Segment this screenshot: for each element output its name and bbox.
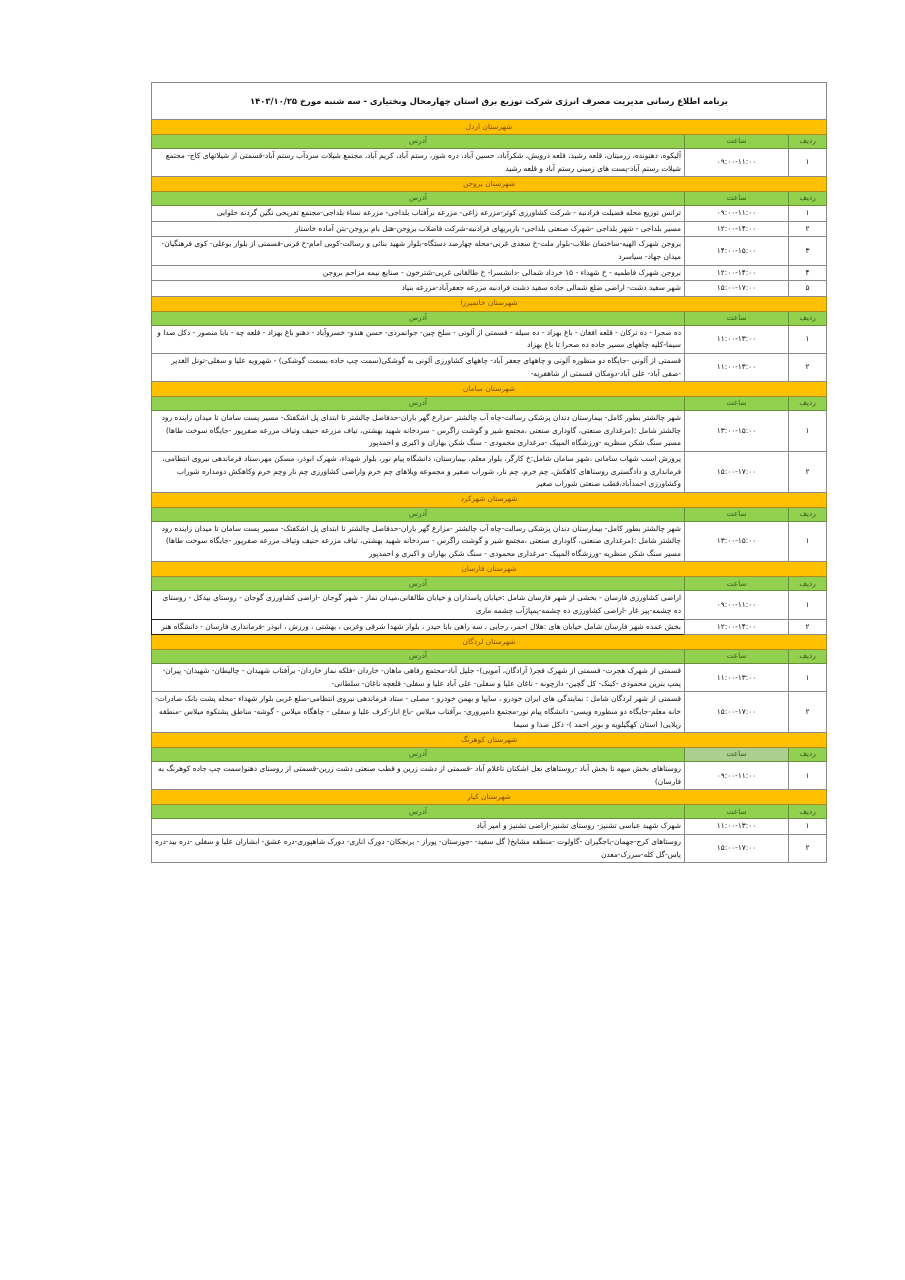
time-range: ۱۲:۰۰-۱۴:۰۰ bbox=[685, 221, 789, 237]
row-number: ۱ bbox=[789, 149, 827, 177]
column-header-row bbox=[152, 192, 827, 206]
table-row bbox=[152, 664, 827, 692]
table-row bbox=[152, 206, 827, 222]
column-header-time: ساعت bbox=[685, 650, 789, 664]
county-name: شهرستان کیار bbox=[152, 790, 827, 805]
column-header-time: ساعت bbox=[685, 507, 789, 521]
column-header-address: آدرس bbox=[152, 397, 685, 411]
column-header-radif: ردیف bbox=[789, 748, 827, 762]
column-header-address: آدرس bbox=[152, 577, 685, 591]
column-header-time: ساعت bbox=[685, 311, 789, 325]
document-title: برنامه اطلاع رسانی مدیریت مصرف انرژی شرکت توزیع برق استان چهارمحال وبختیاری - سه شنبه مورخ ۱۴۰۳/۱۰/۲۵ bbox=[152, 83, 827, 120]
row-number: ۱ bbox=[789, 411, 827, 452]
county-header-row bbox=[152, 177, 827, 192]
time-range: ۱۱:۰۰-۱۳:۰۰ bbox=[685, 353, 789, 381]
row-number: ۲ bbox=[789, 353, 827, 381]
table-row bbox=[152, 819, 827, 835]
time-range: ۱۵:۰۰-۱۷:۰۰ bbox=[685, 692, 789, 733]
row-number: ۲ bbox=[789, 692, 827, 733]
column-header-radif: ردیف bbox=[789, 507, 827, 521]
county-name: شهرستان بروجن bbox=[152, 177, 827, 192]
time-range: ۱۱:۰۰-۱۳:۰۰ bbox=[685, 819, 789, 835]
table-row bbox=[152, 521, 827, 562]
county-header-row bbox=[152, 492, 827, 507]
title-row bbox=[152, 83, 827, 120]
county-header-row bbox=[152, 120, 827, 135]
table-row bbox=[152, 221, 827, 237]
address-cell: شهر چالشتر بطور کامل- بیمارستان دندان پزشکی رسالت-چاه آب چالشتر -مزارع گهر باران-حدفاصل چالشتر تا ابتدای پل اشکفتک- مسیر پست سامان تا میدان زاینده رود چالشتر شامل :(مرغداری صنعتی، گاوداری صنعتی ،مجتمع شیر و گوشت زاگرس - سردخانه شهید بهشتی، تیاف مزرعه حنیف وتیاف مزرعه صفرپور -جایگاه سوخت طاها) مسیر سنگ شکن منظریه -ورزشگاه المپیک -مرغداری محمودی - سنگ شکن بهاران و اکبری و احمدپور bbox=[152, 521, 685, 562]
time-range: ۱۱:۰۰-۱۳:۰۰ bbox=[685, 664, 789, 692]
time-range: ۰۹:۰۰-۱۱:۰۰ bbox=[685, 591, 789, 619]
time-range: ۱۴:۰۰-۱۵:۰۰ bbox=[685, 237, 789, 265]
county-header-row bbox=[152, 635, 827, 650]
address-cell: ترانس توزیع محله فضیلت فرادنبه - شرکت کشاورزی کوثر-مزرعه زاغی- مزرعه برآفتاب بلداجی- مزرعه نساء بلداجی-مجتمع تفریحی نگین گردنه حلوایی bbox=[152, 206, 685, 222]
county-name: شهرستان شهرکرد bbox=[152, 492, 827, 507]
county-name: شهرستان فارسان bbox=[152, 562, 827, 577]
table-row bbox=[152, 835, 827, 863]
row-number: ۱ bbox=[789, 762, 827, 790]
row-number: ۲ bbox=[789, 835, 827, 863]
column-header-radif: ردیف bbox=[789, 311, 827, 325]
column-header-row bbox=[152, 805, 827, 819]
column-header-time: ساعت bbox=[685, 397, 789, 411]
address-cell: روستاهای کرج-جهمان-باجگیران -گاولوت -منطقه مشایخ( گل سفید- -جوزستان- پوراز - برنجکان- دورک اناری- دورک شاهپوری-دره عشق- ابشاران علیا و سفلی -دره بید-دره پاس-گل کله-سررک-معدن bbox=[152, 835, 685, 863]
column-header-row bbox=[152, 748, 827, 762]
county-name: شهرستان سامان bbox=[152, 382, 827, 397]
address-cell: روستاهای بخش میهه تا بخش آباد -روستاهای نعل اشکنان تاغلام آباد -قسمتی از دشت زرین و قطب صنعتی دشت زرین-قسمتی از روستای دهنو(سمت چپ جاده کوهرنگ به فارسان) bbox=[152, 762, 685, 790]
row-number: ۱ bbox=[789, 521, 827, 562]
schedule-body bbox=[152, 83, 827, 863]
row-number: ۲ bbox=[789, 451, 827, 492]
table-row bbox=[152, 411, 827, 452]
county-name: شهرستان خانمیرزا bbox=[152, 296, 827, 311]
time-range: ۱۲:۰۰-۱۴:۰۰ bbox=[685, 265, 789, 281]
address-cell: بروجن شهرک فاطمیه - خ شهداء - ۱۵ خرداد شمالی -دانشسرا- خ طالقانی غربی-شترخون - صنایع نیمه مزاحم بروجن bbox=[152, 265, 685, 281]
county-header-row bbox=[152, 382, 827, 397]
time-range: ۱۳:۰۰-۱۵:۰۰ bbox=[685, 521, 789, 562]
address-cell: قسمتی از شهرک هجرت- قسمتی از شهرک فجر( آزادگان، آمویی)- جلیل آباد-مجتمع رفاهی ماهان- خاردان -فلکه نماز خاردان- برآفتاب شهیدان - چالیطان- شهیدان- پیران- پمپ بنزین محمودی -کینک- کل گچین- دارچونه - ناغان علیا و سفلی- علی آباد علیا و سفلی- قلعچه ناغان- سلطانی- bbox=[152, 664, 685, 692]
address-cell: اراضی کشاورزی فارسان - بخشی از شهر فارسان شامل :خیابان پاسداران و خیابان طالقانی،میدان نماز - شهر گوجان -اراضی کشاورزی گوجان - روستای بیدکل - روستای ده چشمه-پیر غار -اراضی کشاورزی ده چشمه-پمپاژآب چشمه ماری bbox=[152, 591, 685, 619]
address-cell: قسمتی از آلونی -جایگاه دو منظوره آلونی و چاههای جعفر آباد- چاههای کشاورزی آلونی به گوشکی(سمت چپ جاده بسمت گوشکی) - شهرویه علیا و سفلی-تونل الغدیر -صفی آباد- علی آباد-دومکان قسمتی از شاهفریه- bbox=[152, 353, 685, 381]
column-header-row bbox=[152, 397, 827, 411]
table-row bbox=[152, 591, 827, 619]
column-header-time: ساعت bbox=[685, 748, 789, 762]
table-row bbox=[152, 281, 827, 297]
table-row bbox=[152, 692, 827, 733]
row-number: ۱ bbox=[789, 819, 827, 835]
column-header-address: آدرس bbox=[152, 507, 685, 521]
column-header-radif: ردیف bbox=[789, 805, 827, 819]
address-cell: شهر چالشتر بطور کامل- بیمارستان دندان پزشکی رسالت-چاه آب چالشتر -مزارع گهر باران-حدفاصل چالشتر تا ابتدای پل اشکفتک- مسیر پست سامان تا میدان زاینده رود چالشتر شامل :(مرغداری صنعتی، گاوداری صنعتی ،مجتمع شیر و گوشت زاگرس - سردخانه شهید بهشتی، تیاف مزرعه حنیف وتیاف مزرعه صفرپور -جایگاه سوخت طاها) مسیر سنگ شکن منظریه -ورزشگاه المپیک -مرغداری محمودی - سنگ شکن بهاران و اکبری و احمدپور bbox=[152, 411, 685, 452]
column-header-time: ساعت bbox=[685, 805, 789, 819]
address-cell: بروجن شهرک الهیه-ساختمان طلاب-بلوار ملت-خ سعدی غربی-محله چهارصد دستگاه-بلوار شهید بنائی و رسالت-کوبی امام-خ قرنی-قسمتی از بلوار بوعلی- کوی فرهنگیان-میدان جهاد- سیاسرد bbox=[152, 237, 685, 265]
county-name: شهرستان کوهرنگ bbox=[152, 733, 827, 748]
address-cell: بخش عمده شهر فارسان شامل خیابان های :هلال احمر، رجایی ، سه راهی بابا حیدر ، بلوار شهدا شرقی وغربی ، بهشتی ، ورزش ، ابوذر -فرمانداری فارسان - دانشگاه هنر bbox=[152, 619, 685, 635]
address-cell: شهر سفید دشت- اراضی ضلع شمالی جاده سفید دشت فرادنبه مزرعه جعفرآباد-مزرعه بنیاد bbox=[152, 281, 685, 297]
time-range: ۱۲:۰۰-۱۴:۰۰ bbox=[685, 619, 789, 635]
row-number: ۵ bbox=[789, 281, 827, 297]
column-header-address: آدرس bbox=[152, 135, 685, 149]
time-range: ۱۵:۰۰-۱۷:۰۰ bbox=[685, 835, 789, 863]
column-header-address: آدرس bbox=[152, 650, 685, 664]
column-header-row bbox=[152, 650, 827, 664]
address-cell: شهرک شهید عباسی تشنیز- روستای تشنیز-اراضی تشنیز و امیر آباد bbox=[152, 819, 685, 835]
column-header-radif: ردیف bbox=[789, 397, 827, 411]
county-name: شهرستان اردل bbox=[152, 120, 827, 135]
table-row bbox=[152, 237, 827, 265]
row-number: ۱ bbox=[789, 325, 827, 353]
row-number: ۱ bbox=[789, 206, 827, 222]
table-row bbox=[152, 265, 827, 281]
table-row bbox=[152, 149, 827, 177]
address-cell: ده صحرا - ده ترکان - قلعه افغان - باغ بهزاد - ده سیله - قسمتی از آلونی - سلخ چین- جوانمردی- حسن هندو- خسروآباد - دهنو باغ بهزاد - قلعه چه - بابا منصور - دکل صدا و سیما-کلیه چاههای مسیر جاده ده صحرا تا باغ بهزاد bbox=[152, 325, 685, 353]
column-header-time: ساعت bbox=[685, 192, 789, 206]
table-row bbox=[152, 451, 827, 492]
row-number: ۲ bbox=[789, 221, 827, 237]
address-cell: مسیر بلداجی - شهر بلداجی -شهرک صنعتی بلداجی- باربریهای فرادنبه-شرکت فاضلاب بروجن-هتل بام بروجن-بتن آماده خاستار bbox=[152, 221, 685, 237]
county-header-row bbox=[152, 790, 827, 805]
row-number: ۲ bbox=[789, 619, 827, 635]
column-header-time: ساعت bbox=[685, 577, 789, 591]
column-header-time: ساعت bbox=[685, 135, 789, 149]
row-number: ۱ bbox=[789, 664, 827, 692]
county-header-row bbox=[152, 562, 827, 577]
column-header-address: آدرس bbox=[152, 748, 685, 762]
table-row bbox=[152, 762, 827, 790]
time-range: ۰۹:۰۰-۱۱:۰۰ bbox=[685, 762, 789, 790]
time-range: ۱۳:۰۰-۱۵:۰۰ bbox=[685, 411, 789, 452]
column-header-row bbox=[152, 135, 827, 149]
time-range: ۱۵:۰۰-۱۷:۰۰ bbox=[685, 281, 789, 297]
table-row bbox=[152, 325, 827, 353]
table-row bbox=[152, 619, 827, 635]
column-header-row bbox=[152, 577, 827, 591]
outage-schedule-table bbox=[151, 82, 827, 863]
address-cell: قسمتی از شهر لردگان شامل : نمایندگی های ایران خودرو ، سایپا و بهمن خودرو - مصلی - ستاد فرماندهی نیروی انتظامی-ضلع غربی بلوار شهداء -محله پشت بانک صادرات-خانه معلم-جایگاه دو منظوره ویسی- دانشگاه پیام نور-مجتمع دامپروری- برآفتاب میلاس -باغ انار-کرف علیا و سفلی - چاهگاه میلاس - گوشه- مناطق پشتکوه میلاس -منطقه زیلایی( استان کهگیلویه و بویر احمد )- دکل صدا و سیما bbox=[152, 692, 685, 733]
time-range: ۱۱:۰۰-۱۳:۰۰ bbox=[685, 325, 789, 353]
county-header-row bbox=[152, 296, 827, 311]
time-range: ۰۹:۰۰-۱۱:۰۰ bbox=[685, 206, 789, 222]
column-header-radif: ردیف bbox=[789, 650, 827, 664]
column-header-radif: ردیف bbox=[789, 192, 827, 206]
table-row bbox=[152, 353, 827, 381]
column-header-address: آدرس bbox=[152, 805, 685, 819]
column-header-row bbox=[152, 507, 827, 521]
row-number: ۱ bbox=[789, 591, 827, 619]
column-header-address: آدرس bbox=[152, 311, 685, 325]
column-header-radif: ردیف bbox=[789, 135, 827, 149]
address-cell: آلیکوه، دهنونده، زرمیتان، قلعه رشید، قلعه درویش، شکرآباد، حسین آباد، دره شور، رستم آباد، کریم آباد، مجتمع شیلات سردآب رستم آباد-قسمتی از شیلاتهای کاج- مجتمع شیلات رستم آباد-پست های زمینی رستم آباد و قلعه رشید bbox=[152, 149, 685, 177]
county-header-row bbox=[152, 733, 827, 748]
time-range: ۰۹:۰۰-۱۱:۰۰ bbox=[685, 149, 789, 177]
address-cell: پرورش اسب شهاب سامانی ،شهر سامان شامل:خ کارگر، بلوار معلم، بیمارستان، دانشگاه پیام نور، بلوار شهداء، شهرک ابوذر، مسکن مهر،ستاد فرماندهی نیروی انتظامی، فرمانداری و دادگستری روستاهای کاهکش، چم خرم، چم نار، شوراب صغیر و مجموعه ویلاهای چم خرم واراضی کشاورزی چم نار وچم خرم وکاهکش دومداره شوراب وکشاورزی احمدآباد،قطب صنعتی شوراب صغیر bbox=[152, 451, 685, 492]
row-number: ۳ bbox=[789, 237, 827, 265]
column-header-radif: ردیف bbox=[789, 577, 827, 591]
column-header-address: آدرس bbox=[152, 192, 685, 206]
county-name: شهرستان لردگان bbox=[152, 635, 827, 650]
column-header-row bbox=[152, 311, 827, 325]
time-range: ۱۵:۰۰-۱۷:۰۰ bbox=[685, 451, 789, 492]
row-number: ۴ bbox=[789, 265, 827, 281]
